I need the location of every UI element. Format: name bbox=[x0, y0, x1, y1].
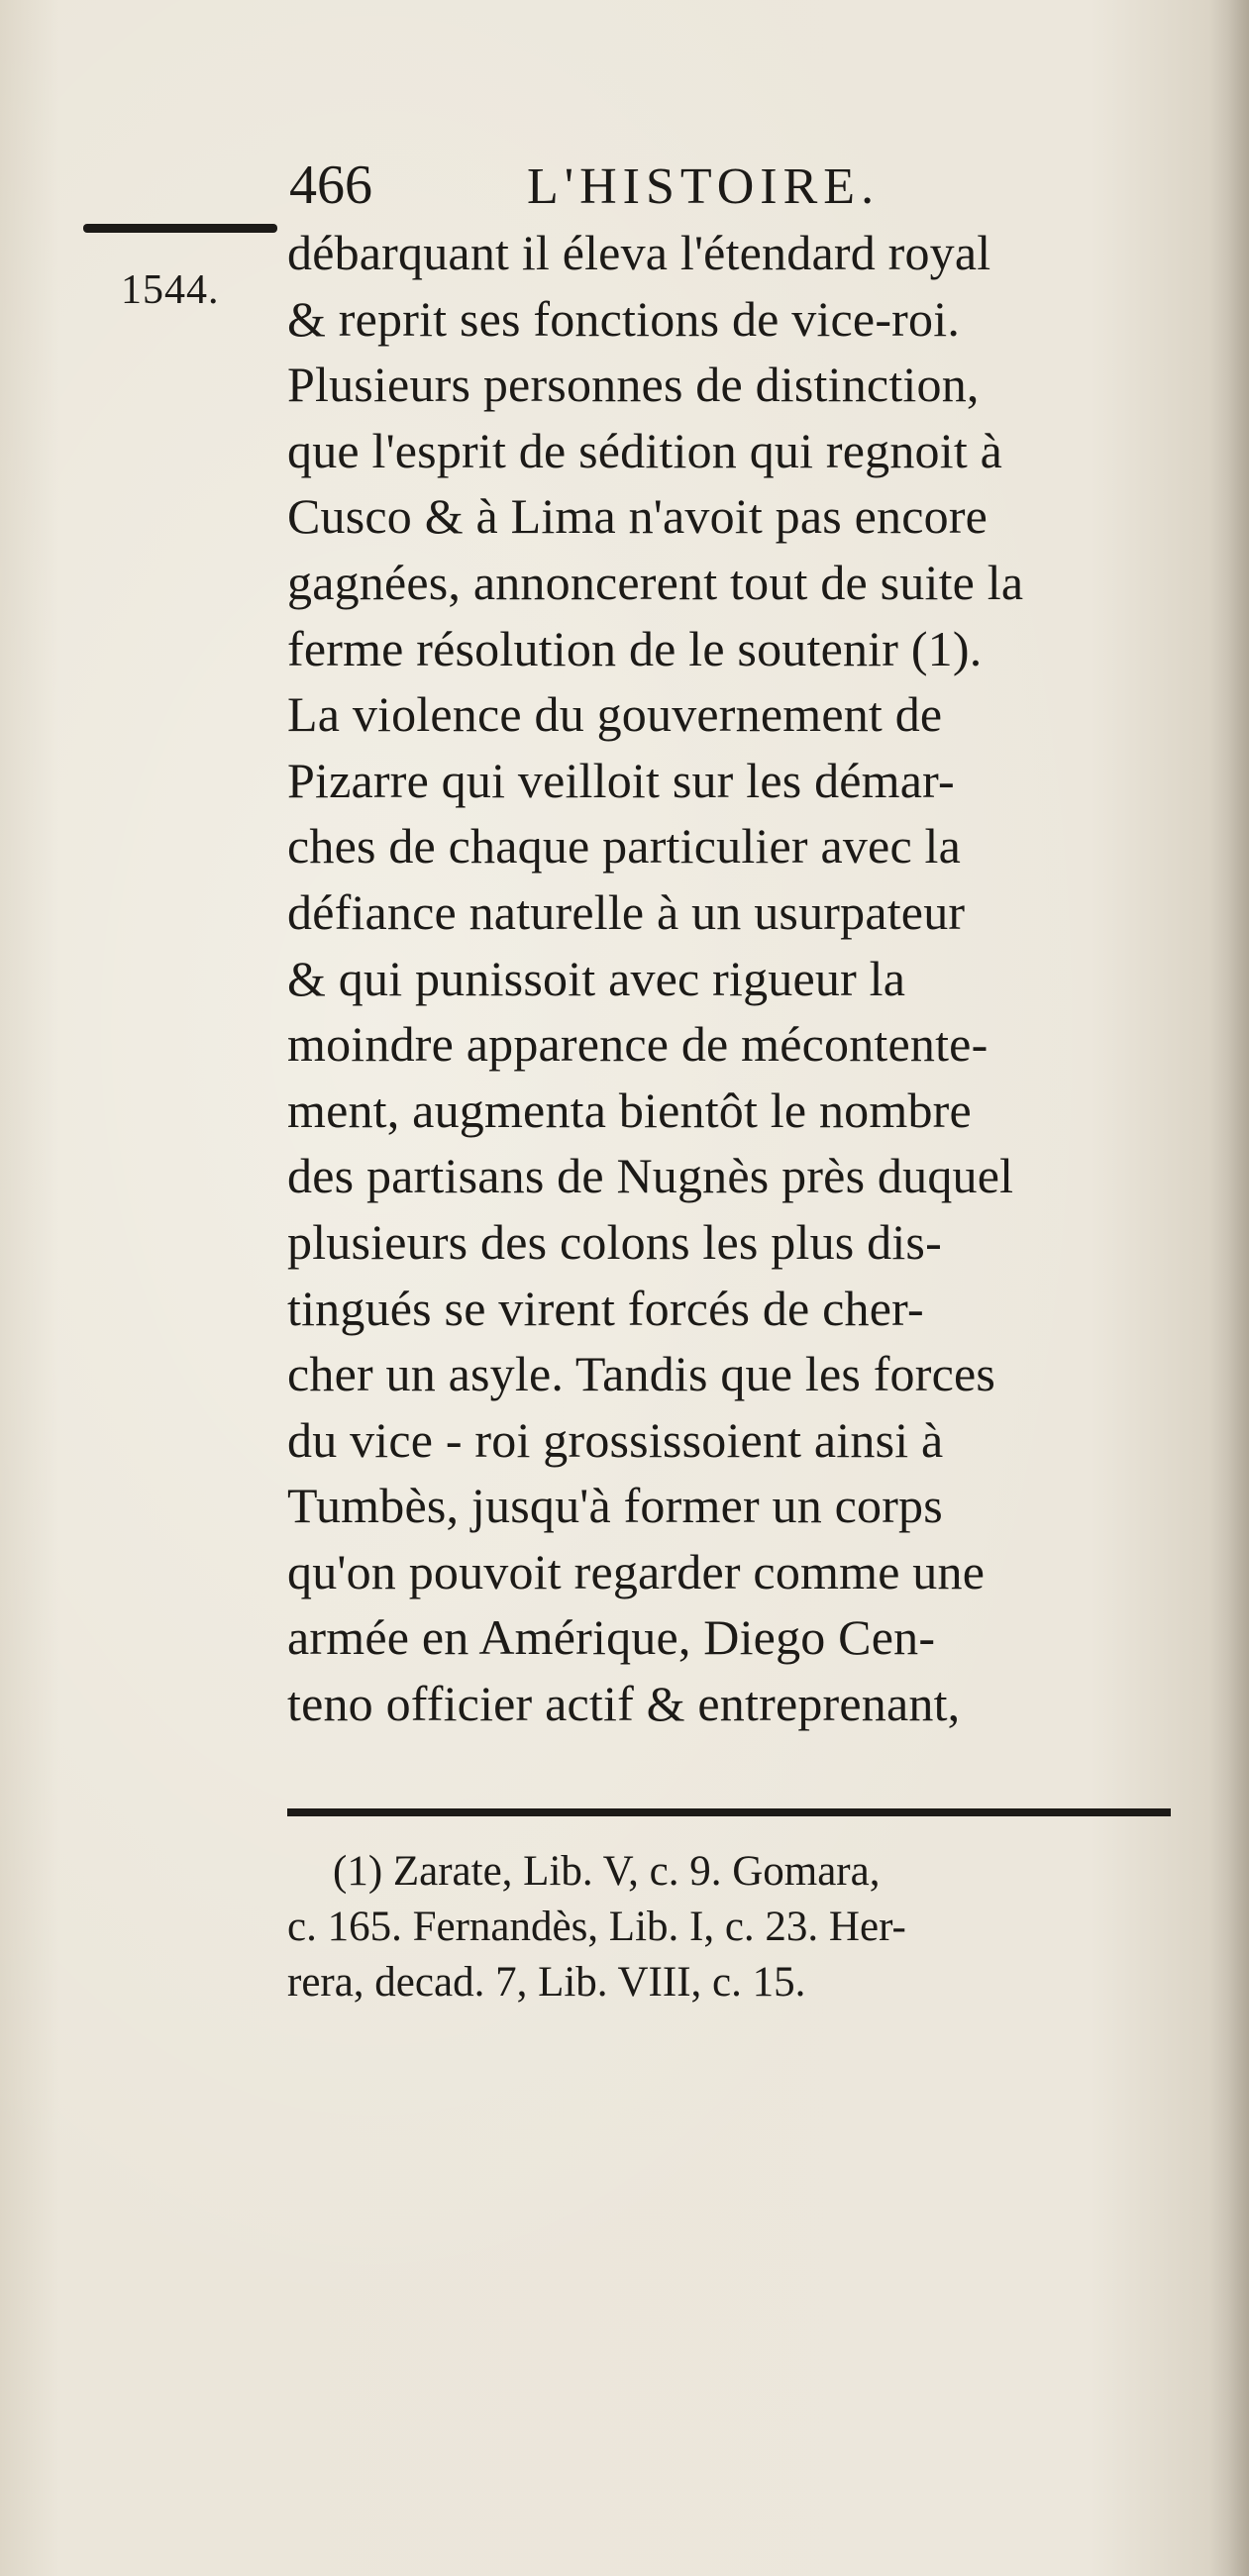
body-line: cher un asyle. Tandis que les forces bbox=[287, 1346, 996, 1402]
footnote-line: c. 165. Fernandès, Lib. I, c. 23. Her- bbox=[287, 1904, 906, 1950]
body-line: plusieurs des colons les plus dis- bbox=[287, 1213, 942, 1270]
body-line: Tumbès, jusqu'à former un corps bbox=[287, 1478, 943, 1534]
body-line: ches de chaque particulier avec la bbox=[287, 818, 962, 875]
body-text bbox=[287, 220, 1213, 1737]
body-line: qu'on pouvoit regarder comme une bbox=[287, 1543, 986, 1599]
body-line: & reprit ses fonctions de vice-roi. bbox=[287, 290, 961, 347]
body-line: défiance naturelle à un usurpateur bbox=[287, 883, 966, 940]
margin-rule bbox=[83, 224, 277, 233]
running-head: L'HISTOIRE. bbox=[527, 158, 881, 215]
body-line: La violence du gouvernement de bbox=[287, 686, 943, 743]
body-line: & qui punissoit avec rigueur la bbox=[287, 950, 906, 1006]
page-header bbox=[289, 151, 983, 220]
margin-year-note: 1544. bbox=[121, 267, 220, 313]
body-line: teno officier actif & entreprenant, bbox=[287, 1676, 961, 1732]
footnotes bbox=[287, 1844, 1218, 2010]
body-line: ferme résolution de le soutenir (1). bbox=[287, 620, 983, 676]
body-line: Cusco & à Lima n'avoit pas encore bbox=[287, 488, 989, 545]
body-line: moindre apparence de mécontente- bbox=[287, 1016, 989, 1073]
body-line: Plusieurs personnes de distinction, bbox=[287, 357, 980, 413]
body-line: armée en Amérique, Diego Cen- bbox=[287, 1609, 936, 1666]
body-line: du vice - roi grossissoient ainsi à bbox=[287, 1411, 944, 1468]
body-line: gagnées, annoncerent tout de suite la bbox=[287, 554, 1024, 610]
body-line: des partisans de Nugnès près duquel bbox=[287, 1148, 1014, 1204]
body-line: Pizarre qui veilloit sur les démar- bbox=[287, 752, 955, 808]
body-line: tingués se virent forcés de cher- bbox=[287, 1280, 924, 1336]
page-edge-shadow bbox=[1209, 0, 1249, 2576]
footnote-line: (1) Zarate, Lib. V, c. 9. Gomara, bbox=[333, 1848, 881, 1895]
body-line: débarquant il éleva l'étendard royal bbox=[287, 225, 991, 280]
body-line: ment, augmenta bientôt le nombre bbox=[287, 1082, 972, 1138]
page-number: 466 bbox=[289, 155, 372, 216]
footnote-rule bbox=[287, 1808, 1171, 1816]
body-line: que l'esprit de sédition qui regnoit à bbox=[287, 422, 1003, 478]
footnote-line: rera, decad. 7, Lib. VIII, c. 15. bbox=[287, 1959, 806, 2006]
